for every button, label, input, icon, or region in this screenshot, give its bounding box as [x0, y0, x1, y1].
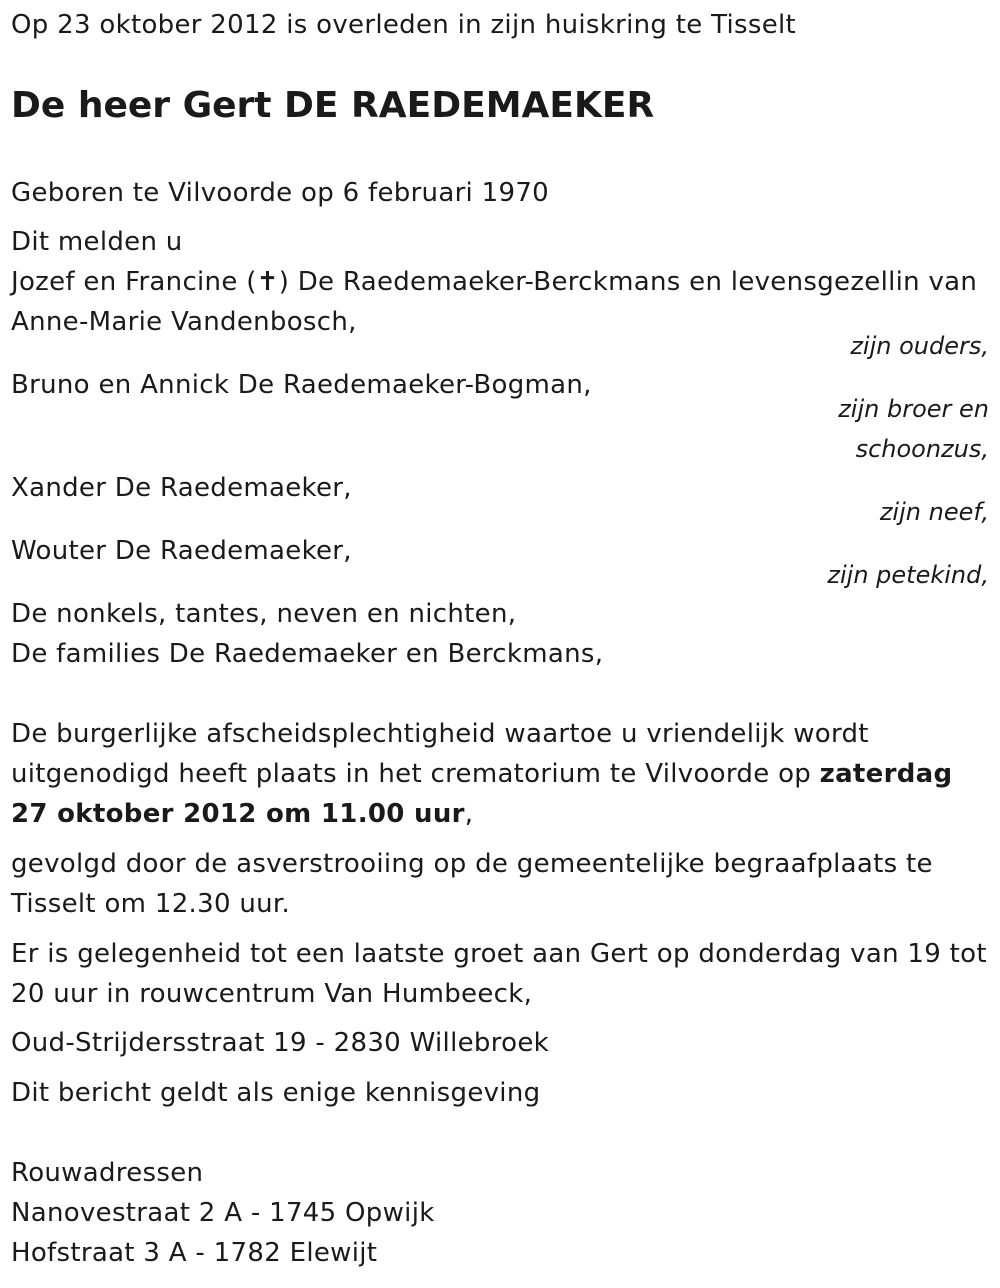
- brother-role-2: schoonzus,: [855, 435, 989, 463]
- ceremony-line-3-punct: ,: [464, 799, 474, 829]
- ceremony-datetime: 27 oktober 2012 om 11.00 uur: [11, 799, 465, 829]
- farewell-line-1: Er is gelegenheid tot een laatste groet aan Gert op donderdag van 19 tot: [11, 939, 987, 969]
- brother-role-1: zijn broer en: [838, 395, 989, 423]
- mourning-addresses-heading: Rouwadressen: [11, 1158, 204, 1188]
- ceremony-day: zaterdag: [819, 759, 953, 789]
- parents-line-2: Anne-Marie Vandenbosch,: [11, 307, 357, 337]
- ceremony-line-3: [11, 798, 473, 830]
- mourning-address-1: Nanovestraat 2 A - 1745 Opwijk: [11, 1198, 435, 1228]
- farewell-line-2: 20 uur in rouwcentrum Van Humbeeck,: [11, 979, 533, 1009]
- deceased-name: De heer Gert DE RAEDEMAEKER: [11, 85, 655, 126]
- mourning-address-2: Hofstraat 3 A - 1782 Elewijt: [11, 1238, 378, 1268]
- sole-notice-line: Dit bericht geldt als enige kennisgeving: [11, 1078, 541, 1108]
- ceremony-line-2-text: uitgenodigd heeft plaats in het crematorium te Vilvoorde op: [11, 759, 820, 789]
- announcement-line: Dit melden u: [11, 227, 183, 257]
- families-line: De families De Raedemaeker en Berckmans,: [11, 639, 604, 669]
- godchild-role: zijn petekind,: [827, 561, 989, 589]
- scattering-line-1: gevolgd door de asverstrooiing op de gemeentelijke begraafplaats te: [11, 849, 933, 879]
- brother-line: Bruno en Annick De Raedemaeker-Bogman,: [11, 370, 592, 400]
- parents-role: zijn ouders,: [850, 332, 989, 360]
- relatives-line: De nonkels, tantes, neven en nichten,: [11, 599, 517, 629]
- scattering-line-2: Tisselt om 12.30 uur.: [11, 889, 291, 919]
- birth-info: Geboren te Vilvoorde op 6 februari 1970: [11, 178, 550, 208]
- ceremony-line-2: [11, 758, 952, 790]
- godchild-line: Wouter De Raedemaeker,: [11, 536, 352, 566]
- nephew-line: Xander De Raedemaeker,: [11, 473, 352, 503]
- parents-line-1: Jozef en Francine (✝) De Raedemaeker-Berckmans en levensgezellin van: [11, 267, 978, 297]
- ceremony-line-1: De burgerlijke afscheidsplechtigheid waartoe u vriendelijk wordt: [11, 719, 869, 749]
- funeral-home-address: Oud-Strijdersstraat 19 - 2830 Willebroek: [11, 1028, 549, 1058]
- death-notice-intro: Op 23 oktober 2012 is overleden in zijn huiskring te Tisselt: [11, 10, 797, 40]
- nephew-role: zijn neef,: [879, 498, 989, 526]
